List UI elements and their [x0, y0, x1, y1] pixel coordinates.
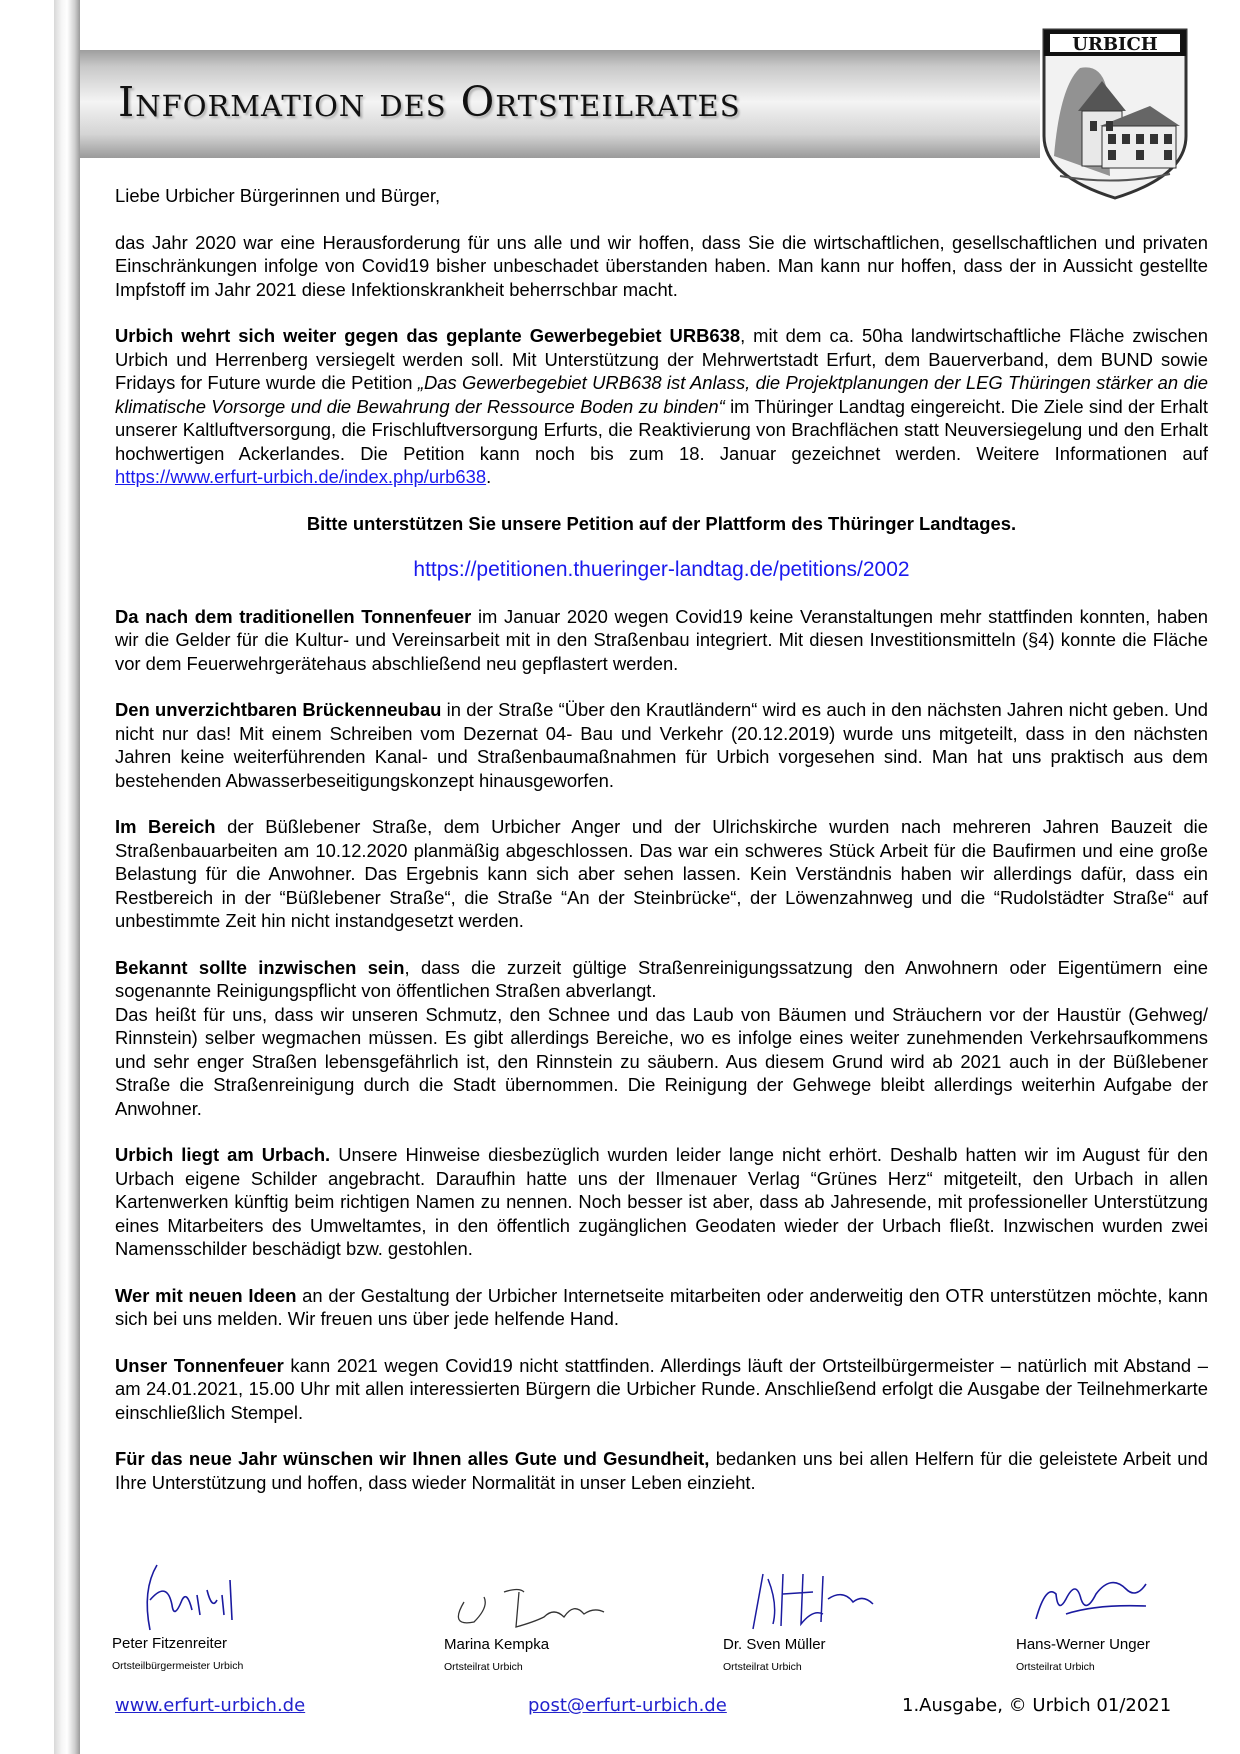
petition-appeal: Bitte unterstützen Sie unsere Petition auf der Plattform des Thüringer Landtages.	[306, 512, 1017, 534]
signature-mueller	[723, 1564, 903, 1673]
signer-role: Ortsteilrat Urbich	[1016, 1661, 1095, 1673]
signer-role: Ortsteilrat Urbich	[444, 1661, 523, 1673]
paragraph-strassenreinigung-cont: Das heißt für uns, dass wir unseren Schmutz, den Schnee und das Laub von Bäumen und Sträuchern vor der Haustür (Gehweg/ Rinnstein) selber wegmachen müssen. Es gibt allerdings Bereiche, wo es infolge eines weiter zunehmenden Verkehrsaufkommens und sehr enger Straßen lebensgefährlich ist, den Rinnstein zu säubern. Aus diesem Grund wird ab 2021 auch in der Büßlebener Straße die Straßenreinigung durch die Stadt übernommen. Die Reinigung der Gehwege bleibt allerdings weiterhin Aufgabe der Anwohner.	[115, 1003, 1208, 1119]
paragraph-intro: das Jahr 2020 war eine Herausforderung für uns alle und wir hoffen, dass Sie die wirtschaftlichen, gesellschaftlichen und privaten Einschränkungen infolge von Covid19 bisher unbeschadet überstanden haben. Man kann nur hoffen, dass der in Aussicht gestellte Impfstoff im Jahr 2021 diese Infektionskrankheit beherrschbar macht.	[115, 231, 1208, 300]
salutation: Liebe Urbicher Bürgerinnen und Bürger,	[115, 185, 441, 206]
svg-text:URBICH: URBICH	[1072, 34, 1158, 55]
urb638-info-link[interactable]: https://www.erfurt-urbich.de/index.php/urb638	[115, 466, 487, 487]
footer-website-link[interactable]: www.erfurt-urbich.de	[115, 1695, 306, 1716]
signature-unger	[1016, 1564, 1196, 1673]
paragraph-urbach: Urbich liegt am Urbach. Unsere Hinweise diesbezüglich wurden leider lange nicht erhört. Deshalb hatten wir im August für den Urbach eigene Schilder angebracht. Daraufhin hatte uns der Ilmenauer Verlag “Grünes Herz“ mitgeteilt, den Urbach in allen Kartenwerken künftig beim richtigen Namen zu nennen. Noch besser ist aber, dass ab Jahresende, mit professioneller Unterstützung eines Mitarbeiters des Umweltamtes, in den öffentlich zugänglichen Geodaten wieder der Urbach fließt. Inzwischen wurden zwei Namensschilder beschädigt bzw. gestohlen.	[115, 1144, 1208, 1259]
signature-block	[0, 1560, 1240, 1680]
signer-name: Hans-Werner Unger	[1016, 1636, 1150, 1653]
handwritten-signature-unger	[1016, 1564, 1196, 1636]
letter-body	[115, 184, 1208, 1517]
handwritten-signature-kempka	[444, 1572, 624, 1636]
paragraph-neue-ideen: Wer mit neuen Ideen an der Gestaltung der Urbicher Internetseite mitarbeiten oder anderweitig den OTR unterstützen möchte, kann sich bei uns melden. Wir freuen uns über jede helfende Hand.	[115, 1284, 1209, 1329]
decorative-sidebar-bar	[54, 0, 80, 1754]
handwritten-signature-fitzenreiter	[112, 1560, 292, 1635]
urbich-crest-logo	[1040, 26, 1190, 202]
signature-fitzenreiter	[112, 1560, 292, 1672]
signer-name: Marina Kempka	[444, 1636, 550, 1653]
paragraph-neujahr: Für das neue Jahr wünschen wir Ihnen alles Gute und Gesundheit, bedanken uns bei allen Helfern für die geleistete Arbeit und Ihre Unterstützung und hoffen, dass wieder Normalität in unser Leben einzieht.	[115, 1448, 1208, 1493]
signer-role: Ortsteilbürgermeister Urbich	[112, 1660, 244, 1672]
signer-role: Ortsteilrat Urbich	[723, 1661, 802, 1673]
petition-link[interactable]: https://petitionen.thueringer-landtag.de/petitions/2002	[413, 558, 910, 581]
page-title: Information des Ortsteilrates	[118, 78, 741, 126]
petition-title: „Das Gewerbegebiet URB638 ist Anlass, die Projektplanungen der LEG Thüringen stärker an die klimatische Vorsorge und die Bewahrung der Ressource Boden zu binden“	[115, 372, 1208, 417]
paragraph-strassenreinigung: Bekannt sollte inzwischen sein, dass die zurzeit gültige Straßenreinigungssatzung den Anwohnern oder Eigentümern eine sogenannte Reinigungspflicht von öffentlichen Straßen abverlangt.	[115, 956, 1209, 1001]
paragraph-tonnenfeuer-2020: Da nach dem traditionellen Tonnenfeuer im Januar 2020 wegen Covid19 keine Veranstaltungen mehr stattfinden konnten, haben wir die Gelder für die Kultur- und Vereinsarbeit mit in den Straßenbau integriert. Mit diesen Investitionsmitteln (§4) konnte die Fläche vor dem Feuerwehrgerätehaus abschließend neu gepflastert werden.	[115, 605, 1208, 674]
signature-kempka	[444, 1572, 624, 1673]
paragraph-urb638-heading: Urbich wehrt sich weiter gegen das geplante Gewerbegebiet URB638	[115, 325, 741, 346]
paragraph-tonnenfeuer-2021: Unser Tonnenfeuer kann 2021 wegen Covid19 nicht stattfinden. Allerdings läuft der Ortsteilbürgermeister – natürlich mit Abstand – am 24.01.2021, 15.00 Uhr mit allen interessierten Bürgern die Urbicher Runde. Anschließend erfolgt die Ausgabe der Teilnehmerkarte einschließlich Stempel.	[115, 1354, 1208, 1423]
signer-name: Dr. Sven Müller	[723, 1636, 826, 1653]
paragraph-urb638: Urbich wehrt sich weiter gegen das geplante Gewerbegebiet URB638, mit dem ca. 50ha landwirtschaftliche Fläche zwischen Urbich und Herrenberg versiegelt werden soll. Mit Unterstützung der Mehrwertstadt Erfurt, dem Bauerverband, dem BUND sowie Fridays for Future wurde die Petition „Das Gewerbegebiet URB638 ist Anlass, die Projektplanungen der LEG Thüringen stärker an die klimatische Vorsorge und die Bewahrung der Ressource Boden zu binden“ im Thüringer Landtag eingereicht. Die Ziele sind der Erhalt unserer Kaltluftversorgung, die Frischluftversorgung Erfurts, die Reaktivierung von Brachflächen statt Neuversiegelung und den Erhalt hochwertigen Ackerlandes. Die Petition kann noch bis zum 18. Januar gezeichnet werden. Weitere Informationen auf https://www.erfurt-urbich.de/index.php/urb638.	[115, 325, 1208, 487]
footer-edition: 1.Ausgabe, © Urbich 01/2021	[902, 1695, 1172, 1716]
footer-email-link[interactable]: post@erfurt-urbich.de	[528, 1695, 727, 1716]
paragraph-brueckenneubau: Den unverzichtbaren Brückenneubau in der Straße “Über den Krautländern“ wird es auch in den nächsten Jahren nicht geben. Und nicht nur das! Mit einem Schreiben vom Dezernat 04- Bau und Verkehr (20.12.2019) wurde uns mitgeteilt, dass in den nächsten Jahren keine weiterführenden Kanal- und Straßenbaumaßnahmen für Urbich vorgesehen sind. Man hat uns praktisch aus dem bestehenden Abwasserbeseitigungskonzept hinausgeworfen.	[115, 699, 1208, 791]
petition-link-line	[115, 558, 1208, 582]
paragraph-strassenbau: Im Bereich der Büßlebener Straße, dem Urbicher Anger und der Ulrichskirche wurden nach mehreren Jahren Bauzeit die Straßenbauarbeiten am 10.12.2020 planmäßig abgeschlossen. Das war ein schweres Stück Arbeit für die Baufirmen und eine große Belastung für die Anwohner. Das Ergebnis kann sich aber sehen lassen. Kein Verständnis haben wir allerdings dafür, dass ein Restbereich in der “Büßlebener Straße“, die Straße “An der Steinbrücke“, der Löwenzahnweg und die “Rudolstädter Straße“ auf unbestimmte Zeit hin nicht instandgesetzt werden.	[115, 816, 1208, 931]
signer-name: Peter Fitzenreiter	[112, 1635, 228, 1652]
handwritten-signature-mueller	[723, 1564, 903, 1636]
